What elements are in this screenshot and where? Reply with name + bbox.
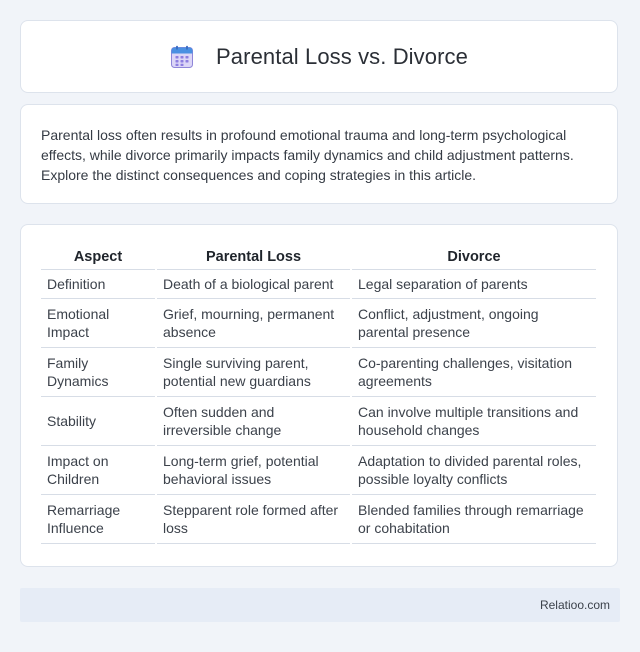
table-row (41, 270, 596, 299)
table-row (41, 299, 596, 348)
table-cell-parental-loss: Single surviving parent, potential new guardians (157, 348, 350, 397)
page-title: Parental Loss vs. Divorce (216, 43, 468, 69)
comparison-table (39, 247, 598, 544)
table-cell-parental-loss: Often sudden and irreversible change (157, 397, 350, 446)
table-card (20, 224, 618, 567)
footer-brand: Relatioo.com (539, 598, 610, 612)
intro-card (20, 104, 618, 204)
table-cell-aspect: Remarriage Influence (41, 495, 155, 544)
column-header-parental-loss: Parental Loss (157, 247, 350, 270)
table-row (41, 348, 596, 397)
table-cell-divorce: Conflict, adjustment, ongoing parental presence (352, 299, 596, 348)
title-card (20, 20, 618, 93)
table-cell-divorce: Adaptation to divided parental roles, possible loyalty conflicts (352, 446, 596, 495)
table-cell-aspect: Stability (41, 397, 155, 446)
table-cell-divorce: Blended families through remarriage or cohabitation (352, 495, 596, 544)
table-row (41, 397, 596, 446)
table-cell-aspect: Emotional Impact (41, 299, 155, 348)
table-cell-divorce: Can involve multiple transitions and household changes (352, 397, 596, 446)
footer (20, 588, 620, 622)
table-cell-parental-loss: Stepparent role formed after loss (157, 495, 350, 544)
table-cell-divorce: Legal separation of parents (352, 270, 596, 299)
column-header-aspect: Aspect (41, 247, 155, 270)
table-row (41, 446, 596, 495)
table-row (41, 495, 596, 544)
table-cell-aspect: Impact on Children (41, 446, 155, 495)
table-header-row (41, 247, 596, 270)
table-cell-parental-loss: Grief, mourning, permanent absence (157, 299, 350, 348)
table-cell-parental-loss: Death of a biological parent (157, 270, 350, 299)
title-wrap (170, 44, 468, 70)
table-cell-divorce: Co-parenting challenges, visitation agreements (352, 348, 596, 397)
table-cell-aspect: Family Dynamics (41, 348, 155, 397)
calendar-icon (170, 45, 194, 69)
column-header-divorce: Divorce (352, 247, 596, 270)
table-cell-aspect: Definition (41, 270, 155, 299)
table-cell-parental-loss: Long-term grief, potential behavioral issues (157, 446, 350, 495)
intro-text: Parental loss often results in profound emotional trauma and long-term psychological effects, while divorce primarily impacts family dynamics and child adjustment patterns. Explore the distinct consequences and coping strategies in this article. (41, 127, 574, 183)
